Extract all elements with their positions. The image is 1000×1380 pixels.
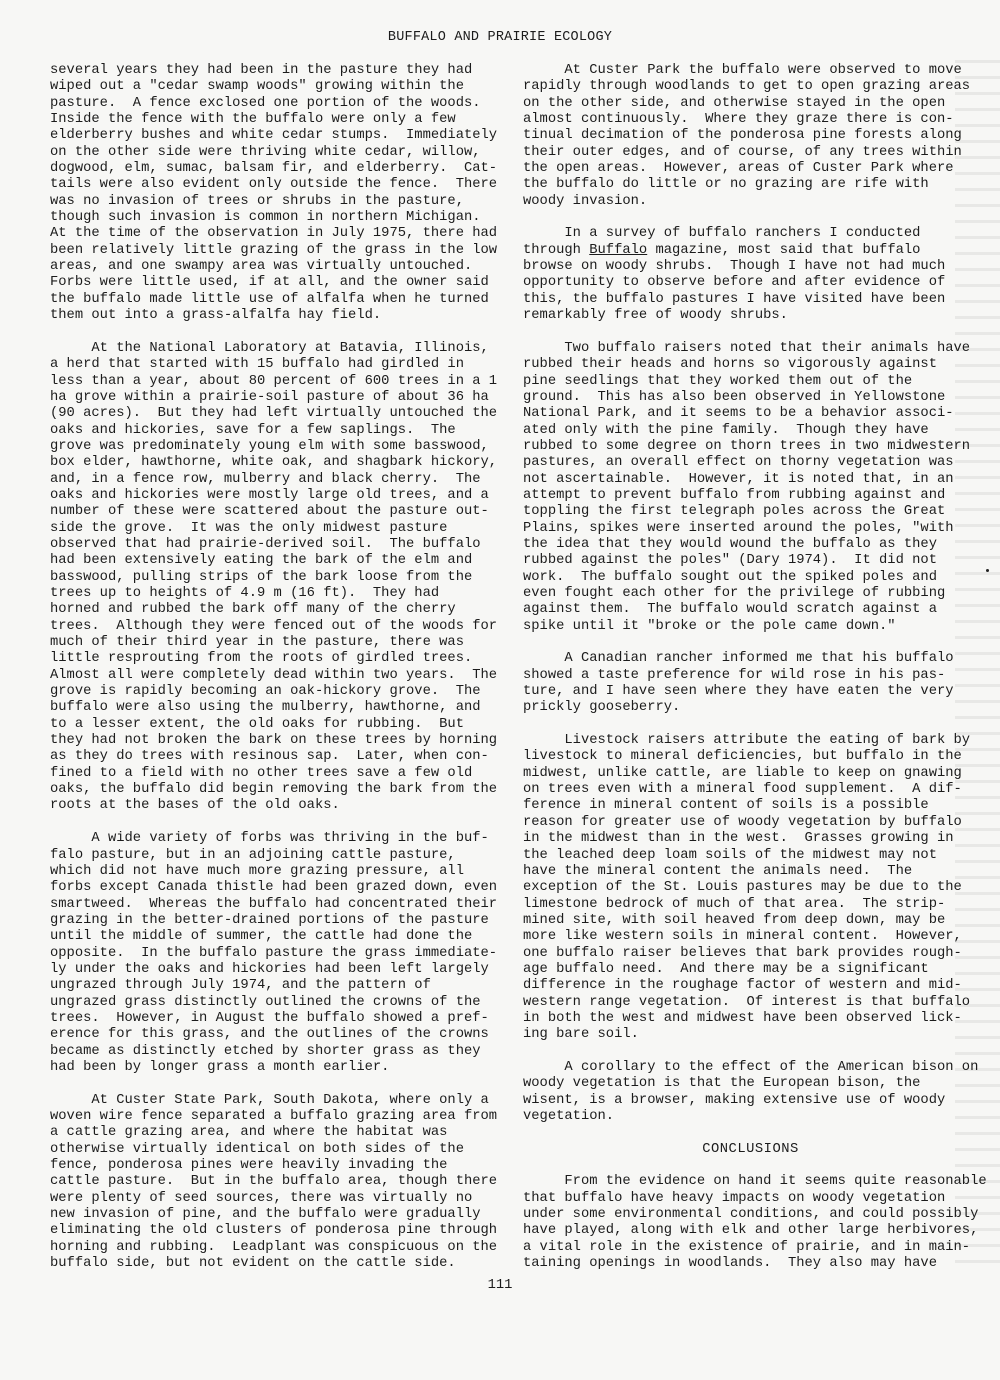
text-line: basswood, pulling strips of the bark loose from the [50,569,473,585]
text-line: had been by longer grass a month earlier. [50,1059,390,1075]
page-number: 111 [487,1278,513,1293]
text-line: though such invasion is common in northern Michigan. [50,210,481,226]
text-line: From the evidence on hand it seems quite reasonable [523,1174,987,1190]
text-line: fined to a field with no other trees save a few old [50,765,473,781]
text-line: even fought each other for the privilege of rubbing [523,586,946,601]
text-line: and, in a fence row, mulberry and black cherry. The [50,471,481,487]
text-line: ground. This has also been observed in Yellowstone [523,389,946,405]
paragraph-conclusions [523,1174,987,1272]
text-line: on the other side were thriving white cedar, willow, [50,144,481,160]
text-line: grove was predominately young elm with some basswood, [50,438,489,454]
text-line: age buffalo need. And there may be a significant [523,961,929,977]
text-line: In a survey of buffalo ranchers I conducted [523,226,921,242]
text-line: trees. Although they were fenced out of the woods for [50,618,498,634]
text-line: limestone bedrock of much of that area. The strip- [523,896,946,912]
text-line: (90 acres). But they had left virtually untouched the [50,406,498,422]
paragraph-wisent [523,1060,978,1125]
text-line: smartweed. Whereas the buffalo had concentrated their [50,896,498,912]
text-line: buffalo side, but not evident on the cattle side. [50,1256,456,1272]
text-line: several years they had been in the pasture they had [50,63,473,78]
text-line: rubbed against the poles" (Dary 1974). It did not [523,553,937,569]
text-line: on trees even with a mineral food supplement. A dif- [523,782,962,798]
text-line: midwest, unlike cattle, are liable to keep on gnawing [523,765,962,781]
magazine-title: Buffalo [589,242,648,258]
text-line: exception of the St. Louis pastures may be due to the [523,880,962,896]
text-line: were plenty of seed sources, there was virtually no [50,1190,473,1206]
right-column [523,63,987,1272]
text-line: livestock to mineral deficiencies, but buffalo in the [523,749,962,765]
text-line: wisent, is a browser, making extensive use of woody [523,1092,946,1108]
text-line: they had not broken the bark on these trees by horning [50,733,498,749]
text-line: ture, and I have seen where they have eaten the very [523,684,954,700]
text-line: that buffalo have heavy impacts on woody vegetation [523,1190,946,1206]
text-line: had been extensively eating the bark of the elm and [50,553,473,569]
paragraph-batavia [50,341,505,815]
text-line: little resprouting from the roots of girdled trees. [50,651,473,667]
text-line: vegetation. [523,1109,615,1124]
text-line: opportunity to observe before and after evidence of [523,275,946,291]
text-line [523,243,978,259]
text-line: have the mineral content the animals need. The [523,863,913,879]
text-line: Forbs were little used, if at all, and the owner said [50,275,489,291]
text-line: tinual decimation of the ponderosa pine forests along [523,128,962,144]
text-line: spike until it "broke or the pole came down." [523,618,896,634]
text-line: ungrazed through July 1974, and the pattern of [50,978,431,994]
text-line: rubbed to some degree on thorn trees in two midwestern [523,438,971,454]
text-line: toppling the first telegraph poles across the Great [523,504,946,520]
text-line: reason for greater use of woody vegetation by buffalo [523,814,962,830]
paragraph-survey [523,226,978,324]
text-line: elderberry bushes and white cedar stumps. Immediately [50,128,498,144]
text-line: showed a taste preference for wild rose in his pas- [523,667,946,683]
text-line: have played, along with elk and other large herbivores, [523,1223,979,1239]
text-line: the buffalo do little or no grazing are rife with [523,177,929,193]
text-line: as they do trees with resinous sap. Later, when con- [50,749,489,765]
text-line: grove is rapidly becoming an oak-hickory grove. The [50,684,481,700]
text-line: Plains, spikes were inserted around the poles, "with [523,520,954,536]
text-line: trees up to heights of 4.9 m (16 ft). They had [50,586,440,601]
text-line: been relatively little grazing of the grass in the low [50,242,498,258]
paragraph-michigan-fence [50,63,505,325]
text-line: At Custer Park the buffalo were observed to move [523,63,962,78]
text-line: falo pasture, but in an adjoining cattle pasture, [50,847,456,863]
text-line: much of their third year in the pasture, there was [50,635,464,651]
text-line: in the midwest than in the west. Grasses growing in [523,831,954,847]
text-line: pastures, an overall effect on thorny vegetation was [523,455,954,471]
text-line: At the National Laboratory at Batavia, Illinois, [50,340,489,356]
text-line: prickly gooseberry. [523,700,681,716]
text-line: forbs except Canada thistle had been grazed down, even [50,880,498,896]
text-line: Two buffalo raisers noted that their animals have [523,340,971,356]
ink-speck [986,569,989,572]
text-line: remarkably free of woody shrubs. [523,308,788,324]
text-line: pasture. A fence exclosed one portion of the woods. [50,95,481,111]
text-line: a vital role in the existence of prairie, and in main- [523,1239,971,1255]
text-line: horning and rubbing. Leadplant was conspicuous on the [50,1239,498,1255]
text-fragment: through [523,242,590,258]
text-line: side the grove. It was the only midwest pasture [50,520,448,536]
text-line: number of these were scattered about the pasture out- [50,504,489,520]
text-line: work. The buffalo sought out the spiked poles and [523,569,937,585]
text-line: erence for this grass, and the outlines of the crowns [50,1027,489,1043]
text-line: became as distinctly etched by shorter grass as they [50,1043,481,1059]
text-line: box elder, hawthorne, white oak, and shagbark hickory, [50,455,498,471]
text-line: areas, and one swampy area was virtually untouched. [50,259,473,275]
text-line: ungrazed grass distinctly outlined the crowns of the [50,994,481,1010]
text-line: until the middle of summer, the cattle had done the [50,929,473,945]
text-line: not ascertainable. However, it is noted that, in an [523,471,954,487]
text-line: was no invasion of trees or shrubs in the pasture, [50,193,464,209]
text-line: attempt to prevent buffalo from rubbing against and [523,487,946,503]
text-line: woven wire fence separated a buffalo grazing area from [50,1109,498,1124]
paragraph-rubbing [523,341,978,635]
section-heading-conclusions: CONCLUSIONS [702,1141,799,1157]
text-line: a cattle grazing area, and where the habitat was [50,1125,448,1141]
text-line: pine seedlings that they worked them out of the [523,373,913,389]
text-line: eliminating the old clusters of ponderosa pine through [50,1223,498,1239]
text-line: the open areas. However, areas of Custer Park where [523,161,954,177]
text-line: less than a year, about 80 percent of 600 trees in a 1 [50,373,498,389]
text-line: A corollary to the effect of the American bison on [523,1059,979,1075]
text-line: the leached deep loam soils of the midwest may not [523,847,937,863]
text-line: rapidly through woodlands to get to open grazing areas [523,79,971,95]
text-line: in both the west and midwest have been observed lick- [523,1010,962,1026]
text-line: rubbed their heads and horns so vigorously against [523,357,937,373]
text-line: dogwood, elm, sumac, balsam fir, and elderberry. Cat- [50,161,498,177]
text-line: under some environmental conditions, and could possibly [523,1207,979,1223]
text-line: Livestock raisers attribute the eating of bark by [523,733,971,749]
paragraph-survey-rest [523,259,978,324]
text-line: this, the buffalo pastures I have visited have been [523,291,946,307]
text-line: mined site, with soil heaved from deep down, may be [523,912,946,928]
text-line: ly under the oaks and hickories had been left largely [50,961,489,977]
text-line: more like western soils in mineral content. However, [523,929,962,945]
text-line: woody vegetation is that the European bison, the [523,1076,921,1092]
text-line: almost continuously. Where they graze there is con- [523,112,954,128]
text-line: ference in mineral content of soils is a possible [523,798,929,814]
text-line: roots at the bases of the old oaks. [50,798,340,814]
text-line: western range vegetation. Of interest is that buffalo [523,994,971,1010]
text-line: observed that had prairie-derived soil. The buffalo [50,536,481,552]
text-line: fence, ponderosa pines were heavily invading the [50,1158,448,1174]
paragraph-forbs [50,831,505,1076]
text-line: At the time of the observation in July 1975, there had [50,226,498,242]
text-line: taining openings in woodlands. They also may have [523,1256,937,1272]
paragraph-custer-state-park [50,1093,505,1273]
text-line: tails were also evident only outside the fence. There [50,177,498,193]
text-line: buffalo were also using the mulberry, hawthorne, and [50,700,481,716]
text-line: otherwise virtually identical on both sides of the [50,1141,464,1157]
text-line: the buffalo made little use of alfalfa when he turned [50,291,489,307]
text-line: oaks and hickories, save for a few saplings. The [50,422,456,438]
text-line: oaks, the buffalo did begin removing the bark from the [50,782,498,798]
text-line: ated only with the pine family. Though they have [523,422,929,438]
text-line: grazing in the better-drained portions of the pasture [50,912,489,928]
paragraph-minerals [523,733,978,1044]
text-line: a herd that started with 15 buffalo had girdled in [50,357,464,373]
text-line: one buffalo raiser believes that bark provides rough- [523,945,962,961]
paragraph-custer-woodlands [523,63,978,210]
text-line: new invasion of pine, and the buffalo were gradually [50,1207,481,1223]
text-fragment: magazine, most said that buffalo [647,242,921,258]
text-line: At Custer State Park, South Dakota, where only a [50,1092,489,1108]
text-line: Inside the fence with the buffalo were only a few [50,112,456,128]
text-line: browse on woody shrubs. Though I have not had much [523,259,946,275]
text-line: opposite. In the buffalo pasture the grass immediate- [50,945,498,961]
text-line: Almost all were completely dead within two years. The [50,667,498,683]
left-column [50,63,505,1272]
text-line: to a lesser extent, the old oaks for rubbing. But [50,716,464,732]
text-line: difference in the roughage factor of western and mid- [523,978,962,994]
text-line: wiped out a "cedar swamp woods" growing within the [50,79,464,95]
text-line: cattle pasture. But in the buffalo area, though there [50,1174,498,1190]
text-line: trees. However, in August the buffalo showed a pref- [50,1010,489,1026]
text-line: which did not have much more grazing pressure, all [50,863,464,879]
text-line: National Park, and it seems to be a behavior associ- [523,406,954,422]
text-line: on the other side, and otherwise stayed in the open [523,95,946,111]
text-line: them out into a grass-alfalfa hay field. [50,308,382,324]
text-line: A Canadian rancher informed me that his buffalo [523,651,954,667]
text-line: their outer edges, and of course, of any trees within [523,144,962,160]
text-line: A wide variety of forbs was thriving in the buf- [50,831,489,847]
text-line: ha grove within a prairie-soil pasture of about 36 ha [50,389,489,405]
text-line: horned and rubbed the bark off many of the cherry [50,602,456,618]
paragraph-canadian-rancher [523,651,978,716]
text-line: the idea that they would wound the buffalo as they [523,536,937,552]
text-line: oaks and hickories were mostly large old trees, and a [50,487,489,503]
running-head: BUFFALO AND PRAIRIE ECOLOGY [387,30,613,45]
text-line: ing bare soil. [523,1027,639,1043]
text-line: woody invasion. [523,193,648,209]
text-line: against them. The buffalo would scratch against a [523,602,937,618]
